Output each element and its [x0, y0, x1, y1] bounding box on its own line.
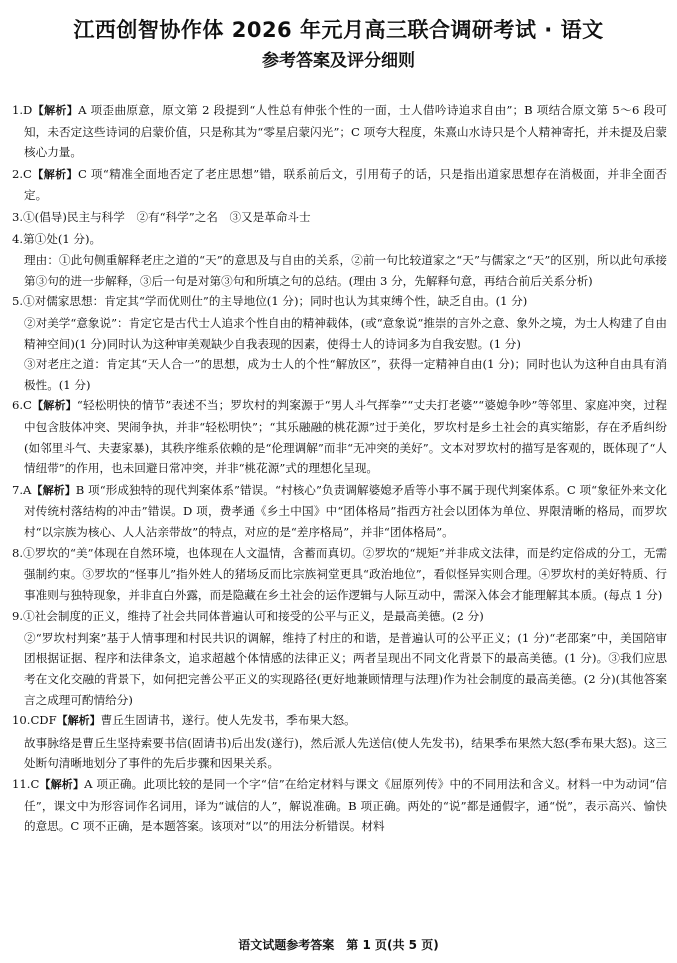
answer-number: 10.CDF [12, 713, 57, 728]
answer-item [12, 164, 667, 206]
answer-number: 5. [12, 294, 24, 309]
answer-item [12, 606, 667, 627]
analysis-tag: 【解析】 [32, 104, 79, 117]
answer-text: ①社会制度的正义，维持了社会共同体普遍认可和接受的公平与正义，是最高美德。(2 分) [23, 609, 484, 624]
answer-item [12, 291, 667, 312]
answer-number: 3. [12, 209, 24, 224]
answer-subparagraph: 理由：①此句侧重解释老庄之道的“天”的意思及与自由的关系，②前一句比较道家之“天”与儒家之“天”的区别，所以此句承接第③句的进一步解释，③后一句是对第③句和所填之句的总结。(理由 3 分，先解释句意，再结合前后关系分析) [24, 253, 667, 288]
answer-text: A 项歪曲原意，原文第 2 段提到“人性总有伸张个性的一面，士人借吟诗追求自由”；B 项结合原文第 5～6 段可知，未否定这些诗词的启蒙价值，只是称其为“零星启蒙闪光”；C 项夸大程度，朱熹山水诗只是个人精神寄托，并未提及启蒙核心力量。 [24, 103, 668, 160]
answer-number: 8. [12, 546, 24, 561]
answer-text: ①(倡导)民主与科学 ②有“科学”之名 ③又是革命斗士 [23, 209, 311, 224]
answer-number: 9. [12, 609, 24, 624]
answer-number: 11.C [12, 777, 40, 791]
answer-subparagraph: ②对美学“意象说”：肯定它是古代士人追求个性自由的精神载体，(或“意象说”推崇的言外之意、象外之境，为士人构建了自由精神空间)(1 分)同时认为这种审美观缺少自我表现的因素，使得士人的诗词多为自我安慰。(1 分) [24, 315, 667, 351]
analysis-tag: 【解析】 [39, 778, 85, 791]
answer-subparagraph: 故事脉络是曹丘生坚持索要书信(固请书)后出发(遂行)，然后派人先送信(使人先发书)，结果季布果然大怒(季布果大怒)。这三处断句清晰地划分了事件的先后步骤和因果关系。 [24, 735, 667, 771]
answer-item [12, 543, 667, 605]
answer-item [12, 710, 667, 732]
answer-number: 1.D [12, 103, 33, 117]
answer-item [12, 207, 667, 228]
answer-number: 7.A [12, 482, 32, 497]
answer-number: 4. [12, 231, 24, 246]
page-title: 江西创智协作体 2026 年元月高三联合调研考试 · 语文 [73, 18, 604, 42]
page-footer: 语文试题参考答案 第 1 页(共 5 页) [238, 938, 439, 952]
analysis-tag: 【解析】 [31, 483, 76, 497]
answer-subparagraph: ②“罗坎村判案”基于人情事理和村民共识的调解，维持了村庄的和谐，是普遍认可的公平正义；(1 分)“老邵案”中，美国陪审团根据证据、程序和法律条文，追求超越个体情感的法律正义；两者呈现出不同文化背景下的最高美德。(1 分)。③我们应思考在文化交融的背景下，如何把完善公平正义的实现路径(更好地兼顾情理与法理)作为社会制度的最高美德。(2 分)(其他答案言之成理可酌情给分) [24, 630, 667, 707]
analysis-tag: 【解析】 [31, 399, 77, 413]
answer-item [12, 395, 667, 478]
answer-item [12, 229, 667, 250]
answer-number: 2.C [12, 166, 32, 181]
answer-text: B 项“形成独特的现代判案体系”错误。“村核心”负责调解婆媳矛盾等小事不属于现代判案体系。C 项“象征外来文化对传统村落结构的冲击”错误。D 项，费孝通《乡土中国》中“团体格局”指西方社会以团体为单位、界限清晰的格局，而罗坎村“以宗族为核心、人人沾亲带故”的特点，对应的是“差序格局”，并非“团体格局”。 [24, 482, 668, 539]
answer-item [12, 100, 667, 163]
answer-text: ①对儒家思想：肯定其“学而优则仕”的主导地位(1 分)；同时也认为其束缚个性，缺乏自由。(1 分) [23, 294, 528, 309]
answer-text: C 项“精准全面地否定了老庄思想”错，联系前后文，引用荀子的话，只是指出道家思想存在消极面，并非全面否定。 [24, 166, 667, 203]
answer-number: 6.C [12, 398, 32, 413]
analysis-tag: 【解析】 [56, 714, 101, 728]
answer-list [12, 100, 667, 838]
answer-text: “轻松明快的情节”表述不当；罗坎村的判案源于“男人斗气挥拳”“丈夫打老婆”“婆媳争吵”等邻里、家庭冲突，过程中包含肢体冲突、哭闹争执，并非“轻松明快”；“其乐融融的桃花源”过于美化，罗坎村是乡土社会的真实缩影，存在矛盾纠纷(如邻里斗气、夫妻家暴)，其秩序维系依赖的是“伦理调解”而非“无冲突的美好”。文本对罗坎村的描写是客观的，既体现了“人情纽带”的作用，也未回避日常冲突，并非“桃花源”式的理想化呈现。 [24, 398, 667, 476]
answer-item [12, 774, 667, 837]
answer-text: 曹丘生固请书，遂行。使人先发书，季布果大怒。 [100, 713, 356, 728]
answer-text: ①罗坎的“美”体现在自然环境，也体现在人文温情，含蓄而真切。②罗坎的“规矩”并非成文法律，而是约定俗成的分工，无需强制约束。③罗坎的“怪事儿”指外姓人的猪场反而比宗族祠堂更具“政治地位”，看似怪异实则合理。④罗坎村的美好特质、行事准则与独特现象，并非直白外露，而是隐藏在乡土社会的运作逻辑与人际互动中，需深入体会才能理解其本质。(每点 1 分) [23, 546, 667, 602]
analysis-tag: 【解析】 [31, 167, 78, 181]
answer-item [12, 480, 667, 543]
answer-text: A 项正确。此项比较的是同一个字“信”在给定材料与课文《屈原列传》中的不同用法和含义。材料一中为动词“信任”，课文中为形容词作名词用，译为“诚信的人”，解说准确。B 项正确。两处的“说”都是通假字，通“悦”，表示高兴、愉快的意思。C 项不正确，是本题答案。该项对“以”的用法分析错误。材料 [24, 777, 667, 834]
answer-subparagraph: ③对老庄之道：肯定其“天人合一”的思想，成为士人的个性“解放区”，获得一定精神自由(1 分)；同时也认为这种自由具有消极性。(1 分) [24, 357, 667, 392]
answer-text: 第①处(1 分)。 [23, 231, 102, 246]
page-subtitle: 参考答案及评分细则 [262, 51, 415, 71]
